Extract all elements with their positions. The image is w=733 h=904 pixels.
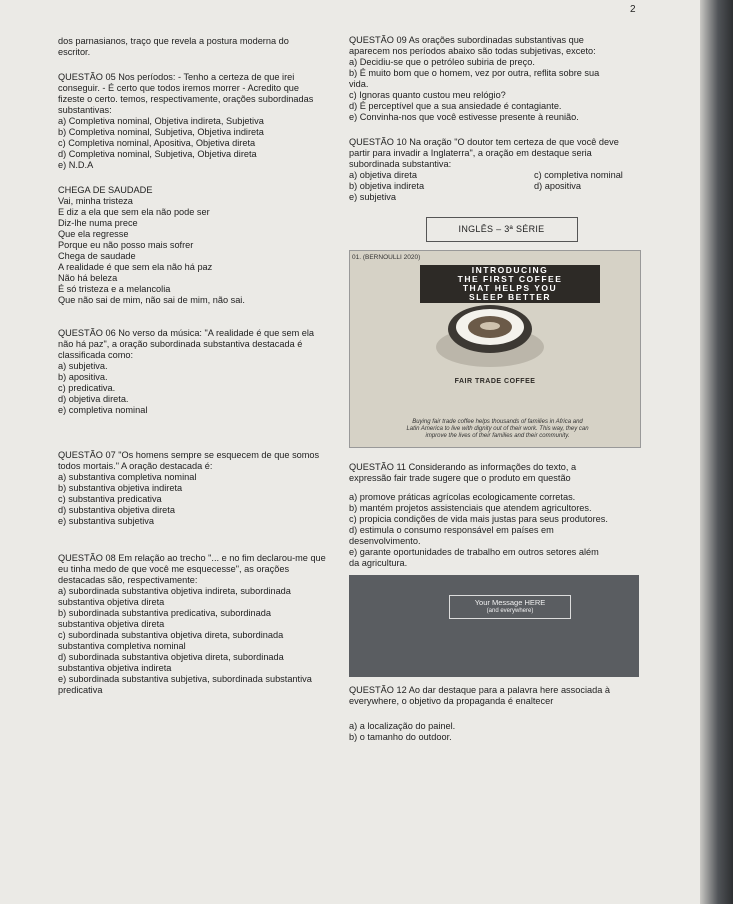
question-11 [349, 462, 654, 569]
headline-line: INTRODUCING [471, 265, 549, 275]
option-b[interactable]: b) Completiva nominal, Subjetiva, Objetiva indireta [58, 127, 264, 137]
option-e[interactable]: e) Convinha-nos que você estivesse presente à reunião. [349, 112, 579, 122]
dark-background-edge [700, 0, 733, 904]
option-e[interactable]: e) subordinada substantiva subjetiva, subordinada substantiva [58, 674, 312, 684]
option-a[interactable]: a) objetiva direta [349, 170, 417, 180]
question-stem: QUESTÃO 05 Nos períodos: - Tenho a certeza de que irei [58, 72, 295, 82]
question-stem: destacadas são, respectivamente: [58, 575, 198, 585]
text-line: dos parnasianos, traço que revela a postura moderna do [58, 36, 289, 46]
option-e[interactable]: e) N.D.A [58, 160, 94, 170]
option-e-cont[interactable]: da agricultura. [349, 558, 408, 568]
question-05 [58, 72, 344, 171]
question-stem: QUESTÃO 09 As orações subordinadas substantivas que [349, 35, 584, 45]
question-09 [349, 35, 654, 123]
series-header-box: INGLÊS – 3ª SÉRIE [426, 217, 578, 242]
question-stem: conseguir. - É certo que todos iremos morrer - Acredito que [58, 83, 300, 93]
billboard-subline: (and everywhere) [486, 608, 534, 614]
ad-caption [370, 419, 625, 440]
right-column [349, 35, 654, 743]
option-d[interactable]: d) subordinada substantiva objetiva direta, subordinada [58, 652, 284, 662]
option-c[interactable]: c) propicia condições de vida mais justas para seus produtores. [349, 514, 608, 524]
lyric-line: E diz a ela que sem ela não pode ser [58, 207, 210, 217]
option-b[interactable]: b) objetiva indireta [349, 181, 425, 191]
option-a[interactable]: a) a localização do painel. [349, 721, 456, 731]
lyric-line: Que ela regresse [58, 229, 129, 239]
ad-credit: 01. (BERNOULLI 2020) [352, 254, 421, 261]
coffee-cup-icon [435, 299, 545, 369]
caption-line: improve the lives of their families and their community. [425, 433, 570, 439]
caption-line: Buying fair trade coffee helps thousands of families in Africa and [412, 419, 583, 425]
lyric-line: Porque eu não posso mais sofrer [58, 240, 194, 250]
song-lyrics [58, 185, 344, 306]
question-stem: eu tinha medo de que você me esquecesse", as orações [58, 564, 290, 574]
lyric-line: Que não sai de mim, não sai de mim, não sai. [58, 295, 245, 305]
option-e-cont[interactable]: predicativa [58, 685, 103, 695]
question-stem: QUESTÃO 10 Na oração "O doutor tem certeza de que você deve [349, 137, 619, 147]
option-b[interactable]: b) subordinada substantiva predicativa, subordinada [58, 608, 271, 618]
ad-brand: FAIR TRADE COFFEE [454, 378, 536, 385]
option-c[interactable]: c) completiva nominal [534, 170, 623, 180]
option-b[interactable]: b) o tamanho do outdoor. [349, 732, 452, 742]
option-c[interactable]: c) subordinada substantiva objetiva direta, subordinada [58, 630, 284, 640]
question-stem: todos mortais." A oração destacada é: [58, 461, 213, 471]
option-d[interactable]: d) apositiva [534, 181, 581, 191]
billboard-ad-image [349, 575, 639, 677]
question-stem: QUESTÃO 11 Considerando as informações do texto, a [349, 462, 577, 472]
question-stem: não há paz", a oração subordinada substantiva destacada é [58, 339, 303, 349]
question-12 [349, 685, 654, 743]
left-column [58, 36, 344, 696]
option-e[interactable]: e) garante oportunidades de trabalho em outros setores além [349, 547, 599, 557]
caption-line: Latin America to live with dignity out of their work. This way, they can [406, 426, 589, 432]
question-08 [58, 553, 344, 696]
option-a[interactable]: a) Decidiu-se que o petróleo subiria de preço. [349, 57, 535, 67]
ad-headline [420, 265, 600, 303]
question-07 [58, 450, 344, 527]
page-number: 2 [630, 4, 636, 15]
question-10 [349, 137, 654, 203]
option-a[interactable]: a) substantiva completiva nominal [58, 472, 197, 482]
option-a[interactable]: a) subjetiva. [58, 361, 108, 371]
option-e[interactable]: e) completiva nominal [58, 405, 148, 415]
option-b-cont[interactable]: vida. [349, 79, 369, 89]
question-stem: QUESTÃO 08 Em relação ao trecho "... e no fim declarou-me que [58, 553, 326, 563]
option-e[interactable]: e) substantiva subjetiva [58, 516, 155, 526]
question-stem: expressão fair trade sugere que o produto em questão [349, 473, 571, 483]
question-stem: QUESTÃO 07 "Os homens sempre se esquecem de que somos [58, 450, 320, 460]
lyric-line: A realidade é que sem ela não há paz [58, 262, 213, 272]
lyric-line: Chega de saudade [58, 251, 136, 261]
option-b[interactable]: b) apositiva. [58, 372, 108, 382]
question-stem: substantivas: [58, 105, 112, 115]
question-stem: fizeste o certo. temos, respectivamente, orações subordinadas [58, 94, 314, 104]
lyric-line: É só tristeza e a melancolia [58, 284, 171, 294]
option-b-cont[interactable]: substantiva objetiva direta [58, 619, 165, 629]
billboard-line: Your Message HERE [474, 598, 546, 607]
option-d[interactable]: d) estimula o consumo responsável em países em [349, 525, 554, 535]
fair-trade-ad-image [349, 250, 641, 448]
question-stem: aparecem nos períodos abaixo são todas subjetivas, exceto: [349, 46, 596, 56]
headline-line: THE FIRST COFFEE [457, 274, 563, 284]
option-d[interactable]: d) objetiva direta. [58, 394, 129, 404]
option-a-cont[interactable]: substantiva objetiva direta [58, 597, 165, 607]
option-c-cont[interactable]: substantiva completiva nominal [58, 641, 186, 651]
option-d[interactable]: d) substantiva objetiva direta [58, 505, 175, 515]
song-title: CHEGA DE SAUDADE [58, 185, 153, 195]
headline-line: SLEEP BETTER [468, 292, 552, 302]
option-c[interactable]: c) Ignoras quanto custou meu relógio? [349, 90, 506, 100]
question-stem: partir para invadir a Inglaterra", a oração em destaque seria [349, 148, 592, 158]
question-stem: subordinada substantiva: [349, 159, 452, 169]
option-b[interactable]: b) mantém projetos assistenciais que atendem agricultores. [349, 503, 592, 513]
option-d-cont[interactable]: substantiva objetiva indireta [58, 663, 172, 673]
question-06 [58, 328, 344, 416]
option-d-cont[interactable]: desenvolvimento. [349, 536, 421, 546]
option-c[interactable]: c) Completiva nominal, Apositiva, Objetiva direta [58, 138, 256, 148]
text-line: escritor. [58, 47, 91, 57]
option-a[interactable]: a) subordinada substantiva objetiva indireta, subordinada [58, 586, 291, 596]
option-a[interactable]: a) promove práticas agrícolas ecologicamente corretas. [349, 492, 576, 502]
question-stem: QUESTÃO 12 Ao dar destaque para a palavra here associada à [349, 685, 610, 695]
option-c[interactable]: c) predicativa. [58, 383, 116, 393]
question-stem: QUESTÃO 06 No verso da música: "A realidade é que sem ela [58, 328, 315, 338]
lyric-line: Vai, minha tristeza [58, 196, 133, 206]
option-b[interactable]: b) É muito bom que o homem, vez por outra, reflita sobre sua [349, 68, 600, 78]
option-a[interactable]: a) Completiva nominal, Objetiva indireta, Subjetiva [58, 116, 264, 126]
headline-line: THAT HELPS YOU [462, 283, 558, 293]
option-c[interactable]: c) substantiva predicativa [58, 494, 162, 504]
option-b[interactable]: b) substantiva objetiva indireta [58, 483, 183, 493]
billboard-message [449, 595, 571, 619]
option-e[interactable]: e) subjetiva [349, 192, 396, 202]
option-d[interactable]: d) Completiva nominal, Subjetiva, Objetiva direta [58, 149, 257, 159]
question-stem: everywhere, o objetivo da propaganda é enaltecer [349, 696, 554, 706]
option-d[interactable]: d) É perceptível que a sua ansiedade é contagiante. [349, 101, 562, 111]
question-stem: classificada como: [58, 350, 134, 360]
lyric-line: Diz-lhe numa prece [58, 218, 138, 228]
lyric-line: Não há beleza [58, 273, 118, 283]
